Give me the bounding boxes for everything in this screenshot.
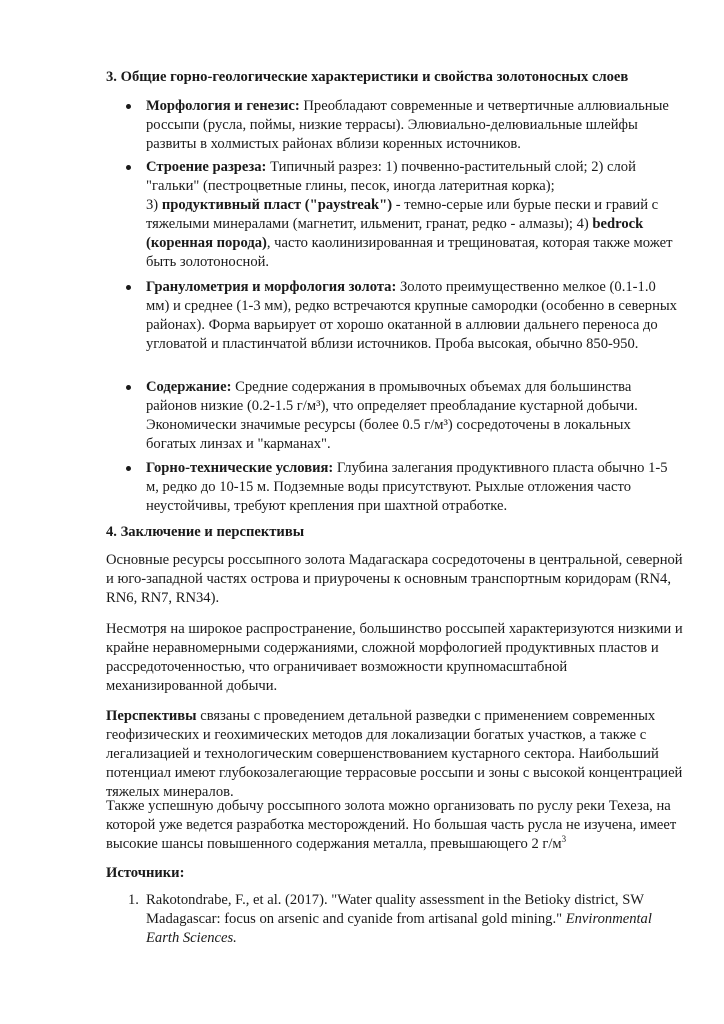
- text-morphology: Преобладают современные и четвертичные аллювиальные россыпи (русла, поймы, низкие террасы). Элювиально-делювиальные шлейфы развиты в холмистых районах вблизи коренных источников.: [146, 98, 669, 152]
- text-content: Средние содержания в промывочных объемах для большинства районов низкие (0.2-1.5 г/м³), что определяет преобладание кустарной добычи. Экономически значимые ресурсы (более 0.5 г/м³) сосредоточены в локальных богатых линзах и "карманах".: [146, 379, 638, 452]
- conclusion-paragraph-2: Несмотря на широкое распространение, большинство россыпей характеризуются низкими и крайне неравномерными содержаниями, сложной морфологией продуктивных пластов и рассредоточенностью, что ограничивает возможности крупномасштабной механизированной добычи.: [106, 621, 683, 694]
- source-item: [106, 891, 680, 948]
- bullet-icon: [126, 385, 131, 390]
- section-3-list: [106, 97, 680, 154]
- list-item-section: [106, 158, 680, 272]
- sources-list: [106, 891, 680, 948]
- term-perspectives: Перспективы: [106, 708, 197, 724]
- text-perspectives: связаны с проведением детальной разведки с применением современных геофизических и геохимических методов для локализации богатых участков, а также с легализацией и технологическим совершенствованием кустарного сектора. Наибольший потенциал имеют глубокозалегающие террасовые россыпи и зоны с высокой концентрацией тяжелых минералов.: [106, 708, 683, 800]
- bullet-icon: [126, 466, 131, 471]
- section-3-list: [106, 158, 680, 272]
- section-3-list: [106, 378, 680, 454]
- term-bedrock: bedrock (коренная порода): [146, 216, 644, 251]
- list-item-mining-conditions: [106, 459, 680, 516]
- text-mining-conditions: Глубина залегания продуктивного пласта обычно 1-5 м, редко до 10-15 м. Подземные воды присутствуют. Рыхлые отложения часто неустойчивы, требуют крепления при шахтной отработке.: [146, 460, 668, 514]
- list-item-content: [106, 378, 680, 454]
- bullet-icon: [126, 285, 131, 290]
- sources-heading: Источники:: [106, 865, 185, 881]
- section-3-list: [106, 459, 680, 516]
- list-item-granulometry: [106, 278, 680, 354]
- text-granulometry: Золото преимущественно мелкое (0.1-1.0 мм) и среднее (1-3 мм), редко встречаются крупные самородки (особенно в северных районах). Форма варьирует от хорошо окатанной в аллювии дальнего переноса до угловатой и пластинчатой вблизи источников. Проба высокая, обычно 850-950.: [146, 279, 677, 352]
- text-section-prefix: 3): [146, 197, 162, 213]
- text-tekheza: Также успешную добычу россыпного золота можно организовать по руслу реки Техеза, на которой уже ведется разработка месторождений. Но большая часть русла не изучена, имеет высокие шансы повышенного содержания металла, превышающего 2 г/м: [106, 798, 677, 852]
- term-content: Содержание:: [146, 379, 232, 395]
- conclusion-paragraph-3: [106, 707, 686, 802]
- bullet-icon: [126, 165, 131, 170]
- term-morphology: Морфология и генезис:: [146, 98, 300, 114]
- text-section-2: - темно-серые или бурые пески и гравий с тяжелыми минералами (магнетит, ильменит, гранат, редко - алмазы); 4): [146, 197, 659, 232]
- superscript-3: 3: [561, 834, 567, 845]
- source-text: Rakotondrabe, F., et al. (2017). "Water quality assessment in the Betioky district, SW Madagascar: focus on arsenic and cyanide from artisanal gold mining.": [146, 892, 644, 927]
- term-granulometry: Гранулометрия и морфология золота:: [146, 279, 397, 295]
- section-3-heading: 3. Общие горно-геологические характеристики и свойства золотоносных слоев: [106, 69, 629, 85]
- term-mining-conditions: Горно-технические условия:: [146, 460, 334, 476]
- text-section-1: Типичный разрез: 1) почвенно-растительный слой; 2) слой "гальки" (пестроцветные глины, песок, иногда латеритная корка);: [146, 159, 636, 194]
- section-3-list: [106, 278, 680, 354]
- list-item-morphology: [106, 97, 680, 154]
- bullet-icon: [126, 104, 131, 109]
- term-paystreak: продуктивный пласт ("paystreak"): [161, 197, 393, 213]
- text-section-3: , часто каолинизированная и трещиноватая, которая также может быть золотоносной.: [146, 235, 673, 270]
- term-section: Строение разреза:: [146, 159, 267, 175]
- source-number: 1.: [128, 892, 139, 908]
- source-journal: Environmental Earth Sciences.: [146, 911, 652, 946]
- conclusion-paragraph-1: Основные ресурсы россыпного золота Мадагаскара сосредоточены в центральной, северной и юго-западной частях острова и приурочены к основным транспортным коридорам (RN4, RN6, RN7, RN34).: [106, 552, 683, 606]
- section-4-heading: 4. Заключение и перспективы: [106, 524, 305, 540]
- conclusion-paragraph-4: [106, 797, 686, 854]
